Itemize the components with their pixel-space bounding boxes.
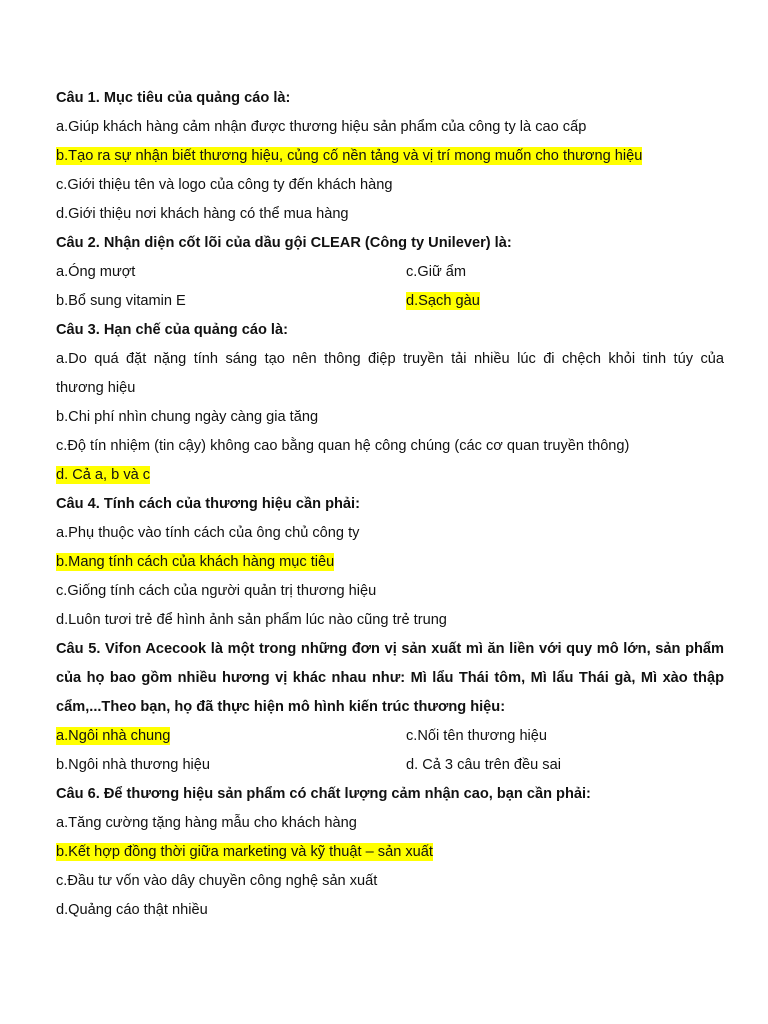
question-2-title: Câu 2. Nhận diện cốt lõi của dầu gội CLEAR (Công ty Unilever) là: bbox=[56, 235, 512, 251]
question-3-option-a-line-1: a.Do quá đặt nặng tính sáng tạo nên thông điệp truyền tải nhiều lúc đi chệch khỏi tinh túy của bbox=[56, 351, 724, 367]
question-5-title-line-1: Câu 5. Vifon Acecook là một trong những đơn vị sản xuất mì ăn liền với quy mô lớn, sản phẩm bbox=[56, 641, 724, 657]
question-5-row-1 bbox=[56, 722, 724, 751]
question-3-option-d-answer bbox=[56, 461, 724, 490]
question-1-option-a: a.Giúp khách hàng cảm nhận được thương hiệu sản phẩm của công ty là cao cấp bbox=[56, 119, 587, 135]
question-2-row-1 bbox=[56, 258, 724, 287]
answer-highlight: d.Sạch gàu bbox=[406, 293, 480, 309]
question-3-option-b: b.Chi phí nhìn chung ngày càng gia tăng bbox=[56, 409, 319, 425]
question-2-option-a: a.Óng mượt bbox=[56, 264, 136, 280]
answer-highlight: a.Ngôi nhà chung bbox=[56, 728, 171, 744]
question-1-option-d: d.Giới thiệu nơi khách hàng có thể mua hàng bbox=[56, 206, 349, 222]
question-2-option-b: b.Bổ sung vitamin E bbox=[56, 293, 186, 309]
question-6-option-d: d.Quảng cáo thật nhiều bbox=[56, 902, 208, 918]
answer-highlight: b.Mang tính cách của khách hàng mục tiêu bbox=[56, 554, 335, 570]
question-5-row-2 bbox=[56, 751, 724, 780]
question-6-option-b-answer bbox=[56, 838, 724, 867]
question-2-row-2 bbox=[56, 287, 724, 316]
answer-highlight: b.Tạo ra sự nhận biết thương hiệu, củng cố nền tảng và vị trí mong muốn cho thương hiệu bbox=[56, 148, 643, 164]
question-5-title-line-2: của họ bao gồm nhiều hương vị khác nhau như: Mì lẩu Thái tôm, Mì lẩu Thái gà, Mì xào thập bbox=[56, 670, 724, 686]
question-1-option-b-answer bbox=[56, 142, 724, 171]
question-3-title: Câu 3. Hạn chế của quảng cáo là: bbox=[56, 322, 288, 338]
question-1-option-c: c.Giới thiệu tên và logo của công ty đến khách hàng bbox=[56, 177, 393, 193]
document-page bbox=[56, 84, 724, 925]
question-3-option-a-line-2: thương hiệu bbox=[56, 380, 136, 396]
question-4-option-b-answer bbox=[56, 548, 724, 577]
question-6-title: Câu 6. Để thương hiệu sản phẩm có chất lượng cảm nhận cao, bạn cần phải: bbox=[56, 786, 591, 802]
question-5-option-d: d. Cả 3 câu trên đều sai bbox=[406, 757, 561, 773]
question-2-option-d-answer bbox=[406, 287, 724, 316]
question-4-title: Câu 4. Tính cách của thương hiệu cần phải: bbox=[56, 496, 360, 512]
question-4-option-c: c.Giống tính cách của người quản trị thương hiệu bbox=[56, 583, 377, 599]
question-4-option-a: a.Phụ thuộc vào tính cách của ông chủ công ty bbox=[56, 525, 360, 541]
question-3-option-c: c.Độ tín nhiệm (tin cậy) không cao bằng quan hệ công chúng (các cơ quan truyền thông) bbox=[56, 438, 630, 454]
answer-highlight: d. Cả a, b và c bbox=[56, 467, 151, 483]
question-6-option-a: a.Tăng cường tặng hàng mẫu cho khách hàng bbox=[56, 815, 357, 831]
question-5-title-line-3: cẩm,...Theo bạn, họ đã thực hiện mô hình kiến trúc thương hiệu: bbox=[56, 699, 506, 715]
question-5-option-c: c.Nối tên thương hiệu bbox=[406, 728, 548, 744]
question-4-option-d: d.Luôn tươi trẻ để hình ảnh sản phẩm lúc nào cũng trẻ trung bbox=[56, 612, 447, 628]
question-5-option-a-answer bbox=[56, 722, 406, 751]
question-2-option-c: c.Giữ ẩm bbox=[406, 264, 467, 280]
question-5-option-b: b.Ngôi nhà thương hiệu bbox=[56, 757, 211, 773]
question-1-title: Câu 1. Mục tiêu của quảng cáo là: bbox=[56, 90, 291, 106]
question-6-option-c: c.Đầu tư vốn vào dây chuyền công nghệ sản xuất bbox=[56, 873, 378, 889]
answer-highlight: b.Kết hợp đồng thời giữa marketing và kỹ thuật – sản xuất bbox=[56, 844, 433, 860]
